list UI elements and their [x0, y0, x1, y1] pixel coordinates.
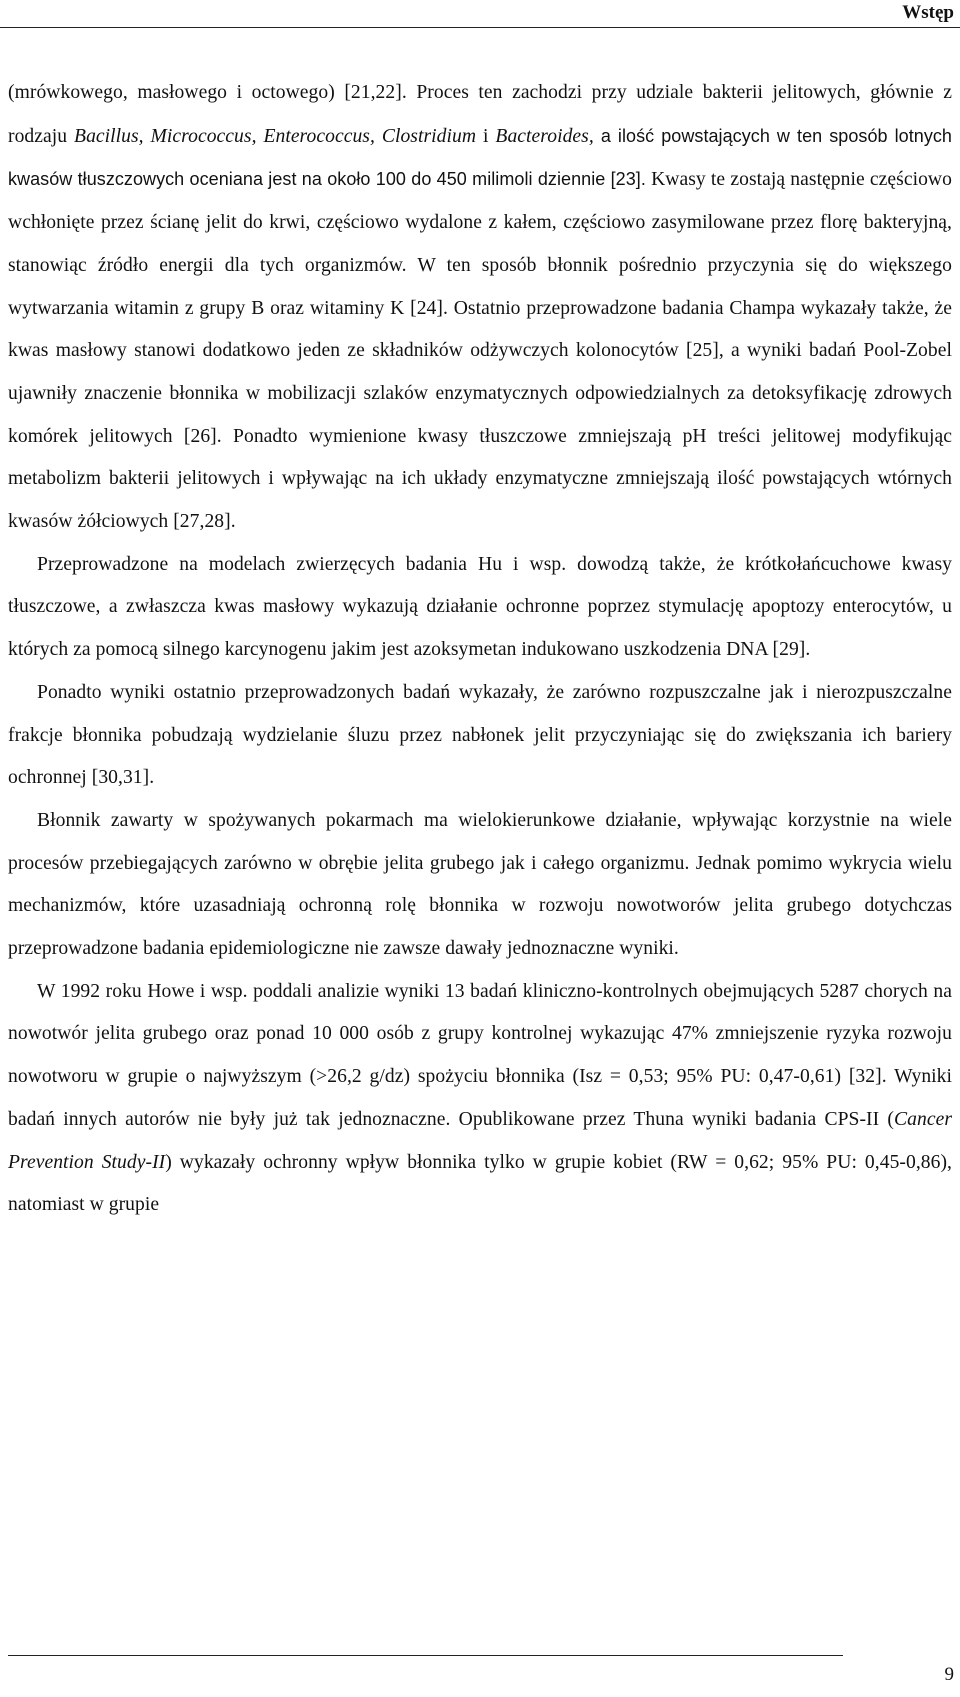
p1-text-c: a ilość powstających w ten sposób lotnych kwasów tłuszczowych oceniana jest na około 100 do 450 milimoli dziennie [23]. — [8, 125, 952, 190]
paragraph-4: Błonnik zawarty w spożywanych pokarmach ma wielokierunkowe działanie, wpływając korzystnie na wiele procesów przebiegających zarówno w obrębie jelita grubego jak i całego organizmu. Jednak pomimo wykrycia wielu mechanizmów, które uzasadniają ochronną rolę błonnika w rozwoju nowotworów jelita grubego dotychczas przeprowadzone badania epidemiologiczne nie zawsze dawały jednoznaczne wyniki. — [8, 809, 952, 960]
p1-text-d: Kwasy te zostają następnie częściowo wchłonięte przez ścianę jelit do krwi, częściowo wydalone z kałem, częściowo zasymilowane przez florę bakteryjną, stanowiąc źródło energii dla tych organizmów. — [8, 169, 952, 276]
body-text — [8, 72, 952, 1227]
running-header-title: Wstęp — [902, 2, 954, 23]
paragraph-2: Przeprowadzone na modelach zwierzęcych badania Hu i wsp. dowodzą także, że krótkołańcuchowe kwasy tłuszczowe, a zwłaszcza kwas masłowy wykazują działanie ochronne poprzez stymulację apoptozy enterocytów, u których za pomocą silnego karcynogenu jakim jest azoksymetan indukowano uszkodzenia DNA [29]. — [8, 553, 952, 661]
page-number: 9 — [944, 1664, 954, 1685]
paragraph-3: Ponadto wyniki ostatnio przeprowadzonych badań wykazały, że zarówno rozpuszczalne jak i nierozpuszczalne frakcje błonnika pobudzają wydzielanie śluzu przez nabłonek jelit przyczyniając się do zwiększania ich bariery ochronnej [30,31]. — [8, 681, 952, 789]
paragraph-5 — [8, 971, 952, 1227]
header-rule — [0, 27, 960, 28]
paragraph-1 — [8, 72, 952, 544]
p5-text-b: ) wykazały ochronny wpływ błonnika tylko w grupie kobiet (RW = 0,62; 95% PU: 0,45-0,86), natomiast w grupie — [8, 1151, 952, 1216]
page-header — [0, 0, 960, 32]
p1-taxa-1: Bacillus, Micrococcus, Enterococcus, Clostridium — [74, 125, 477, 147]
p1-taxa-2: Bacteroides, — [495, 125, 594, 147]
footer-rule — [8, 1655, 843, 1656]
p5-text-a: W 1992 roku Howe i wsp. poddali analizie wyniki 13 badań kliniczno-kontrolnych obejmujących 5287 chorych na nowotwór jelita grubego oraz ponad 10 000 osób z grupy kontrolnej wykazując 47% zmniejszenie ryzyka rozwoju nowotworu w grupie o najwyższym (>26,2 g/dz) spożyciu błonnika (Isz = 0,53; 95% PU: 0,47-0,61) [32]. Wyniki badań innych autorów nie były już tak jednoznaczne. Opublikowane przez Thuna wyniki badania CPS-II ( — [8, 980, 952, 1130]
p1-text-a: (mrówkowego, masłowego i octowego) [21,22]. Proces ten zachodzi przy udziale bakterii jelitowych, głównie z rodzaju — [8, 82, 952, 147]
p1-text-b: i — [476, 125, 496, 147]
p5-study-name: Cancer Prevention Study-II — [8, 1108, 952, 1173]
p1-text-e: W ten sposób błonnik pośrednio przyczynia się do większego wytwarzania witamin z grupy B oraz witaminy K [24]. Ostatnio przeprowadzone badania Champa wykazały także, że kwas masłowy stanowi dodatkowo jeden ze składników odżywczych kolonocytów [25], a wyniki badań Pool-Zobel ujawniły znaczenie błonnika w mobilizacji szlaków enzymatycznych odpowiedzialnych za detoksyfikację zdrowych komórek jelitowych [26]. Ponadto wymienione kwasy tłuszczowe zmniejszają pH treści jelitowej modyfikując metabolizm bakterii jelitowych i wpływając na ich układy enzymatyczne zmniejszają ilość powstających wtórnych kwasów żółciowych [27,28]. — [8, 254, 952, 533]
